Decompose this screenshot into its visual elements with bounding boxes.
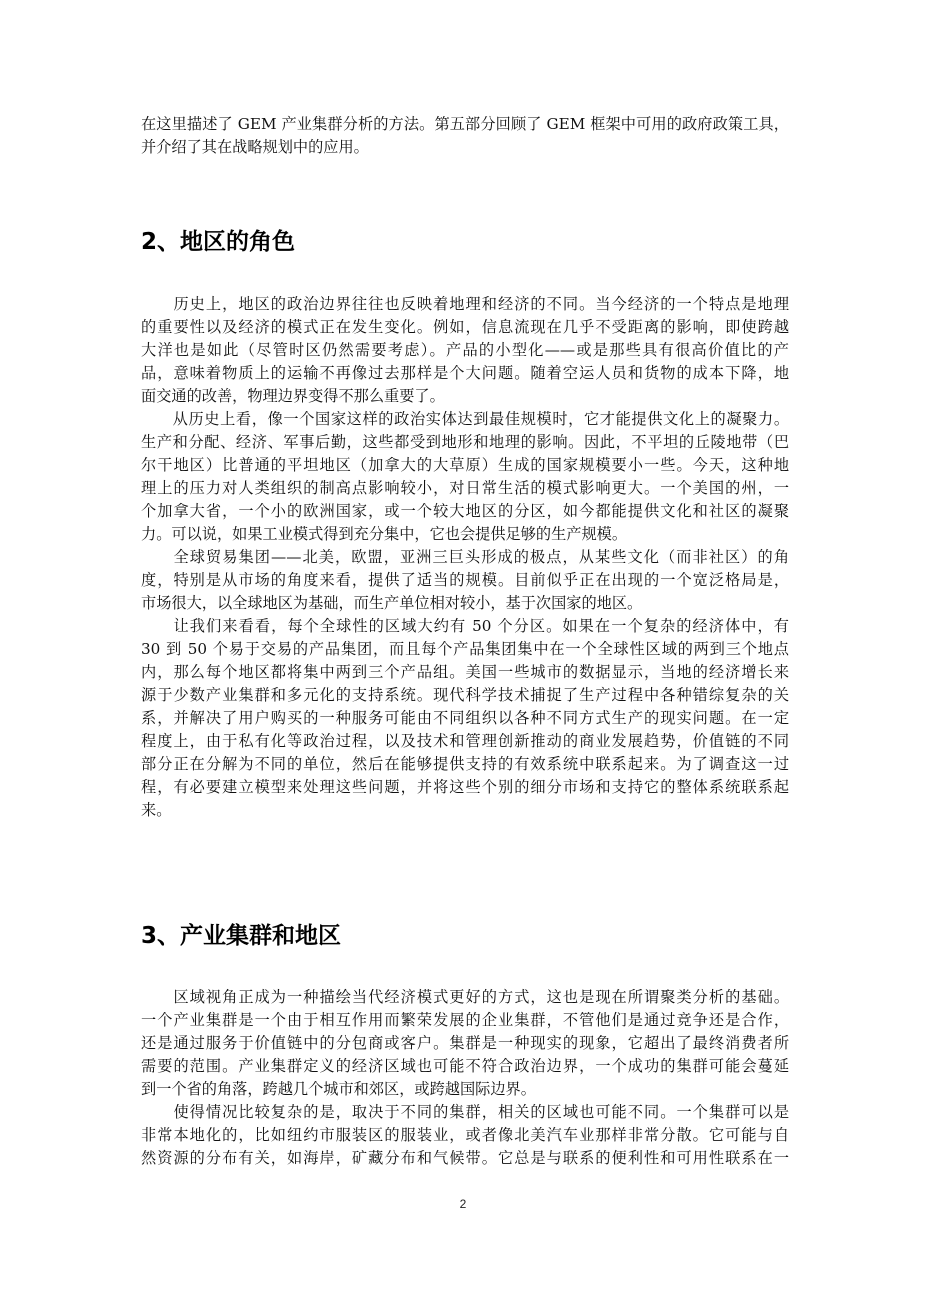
text-line: 全球贸易集团——北美，欧盟，亚洲三巨头形成的极点，从某些文化（而非社区）的角 <box>141 548 789 566</box>
text-line: 面交通的改善，物理边界变得不那么重要了。 <box>141 387 445 405</box>
text-line: 历史上，地区的政治边界往往也反映着地理和经济的不同。当今经济的一个特点是地理 <box>141 295 789 313</box>
page-number: 2 <box>459 1197 467 1211</box>
text-line: 生产和分配、经济、军事后勤，这些都受到地形和地理的影响。因此，不平坦的丘陵地带（巴 <box>141 433 789 451</box>
text-line: 来。 <box>141 801 172 819</box>
text-line: 程度上，由于私有化等政治过程，以及技术和管理创新推动的商业发展趋势，价值链的不同 <box>141 732 789 750</box>
text-line: 部分正在分解为不同的单位，然后在能够提供支持的有效系统中联系起来。为了调查这一过 <box>141 755 789 773</box>
text-line: 使得情况比较复杂的是，取决于不同的集群，相关的区域也可能不同。一个集群可以是 <box>141 1103 789 1121</box>
text-line: 理上的压力对人类组织的制高点影响较小，对日常生活的模式影响更大。一个美国的州，一 <box>141 479 789 497</box>
text-line: 品，意味着物质上的运输不再像过去那样是个大问题。随着空运人员和货物的成本下降，地 <box>141 364 789 382</box>
text-line: 系，并解决了用户购买的一种服务可能由不同组织以各种不同方式生产的现实问题。在一定 <box>141 709 789 727</box>
text-line: 力。可以说，如果工业模式得到充分集中，它也会提供足够的生产规模。 <box>141 525 627 543</box>
text-line: 然资源的分布有关，如海岸，矿藏分布和气候带。它总是与联系的便利性和可用性联系在一 <box>141 1149 789 1167</box>
text-line: 大洋也是如此（尽管时区仍然需要考虑）。产品的小型化——或是那些具有很高价值比的产 <box>141 341 789 359</box>
text-line: 并介绍了其在战略规划中的应用。 <box>141 138 369 156</box>
text-line: 度，特别是从市场的角度来看，提供了适当的规模。目前似乎正在出现的一个宽泛格局是， <box>141 571 789 589</box>
text-line: 需要的范围。产业集群定义的经济区域也可能不符合政治边界，一个成功的集群可能会蔓延 <box>141 1057 789 1075</box>
text-line: 让我们来看看，每个全球性的区域大约有 50 个分区。如果在一个复杂的经济体中，有 <box>141 617 789 635</box>
text-line: 尔干地区）比普通的平坦地区（加拿大的大草原）生成的国家规模要小一些。今天，这种地 <box>141 456 789 474</box>
section-2-body <box>141 293 789 822</box>
section-3-heading: 3、产业集群和地区 <box>141 923 342 949</box>
text-line: 到一个省的角落，跨越几个城市和郊区，或跨越国际边界。 <box>141 1080 536 1098</box>
text-line: 内，那么每个地区都将集中两到三个产品组。美国一些城市的数据显示，当地的经济增长来 <box>141 663 789 681</box>
text-line: 30 到 50 个易于交易的产品集团，而且每个产品集团集中在一个全球性区域的两到三个地点 <box>141 640 789 658</box>
text-line: 在这里描述了 GEM 产业集群分析的方法。第五部分回顾了 GEM 框架中可用的政府政策工具， <box>141 115 789 133</box>
text-line: 市场很大，以全球地区为基础，而生产单位相对较小，基于次国家的地区。 <box>141 594 643 612</box>
section-3-body <box>141 986 789 1170</box>
text-line: 一个产业集群是一个由于相互作用而繁荣发展的企业集群，不管他们是通过竞争还是合作， <box>141 1011 789 1029</box>
text-line: 源于少数产业集群和多元化的支持系统。现代科学技术捕捉了生产过程中各种错综复杂的关 <box>141 686 789 704</box>
text-line: 个加拿大省，一个小的欧洲国家，或一个较大地区的分区，如今都能提供文化和社区的凝聚 <box>141 502 789 520</box>
section-2-heading: 2、地区的角色 <box>141 229 296 255</box>
text-line: 非常本地化的，比如纽约市服装区的服装业，或者像北美汽车业那样非常分散。它可能与自 <box>141 1126 789 1144</box>
text-line: 还是通过服务于价值链中的分包商或客户。集群是一种现实的现象，它超出了最终消费者所 <box>141 1034 789 1052</box>
text-line: 的重要性以及经济的模式正在发生变化。例如，信息流现在几乎不受距离的影响，即使跨越 <box>141 318 789 336</box>
text-line: 从历史上看，像一个国家这样的政治实体达到最佳规模时，它才能提供文化上的凝聚力。 <box>141 410 789 428</box>
text-line: 程，有必要建立模型来处理这些问题，并将这些个别的细分市场和支持它的整体系统联系起 <box>141 778 789 796</box>
intro-paragraph <box>141 113 789 159</box>
text-line: 区域视角正成为一种描绘当代经济模式更好的方式，这也是现在所谓聚类分析的基础。 <box>141 988 789 1006</box>
